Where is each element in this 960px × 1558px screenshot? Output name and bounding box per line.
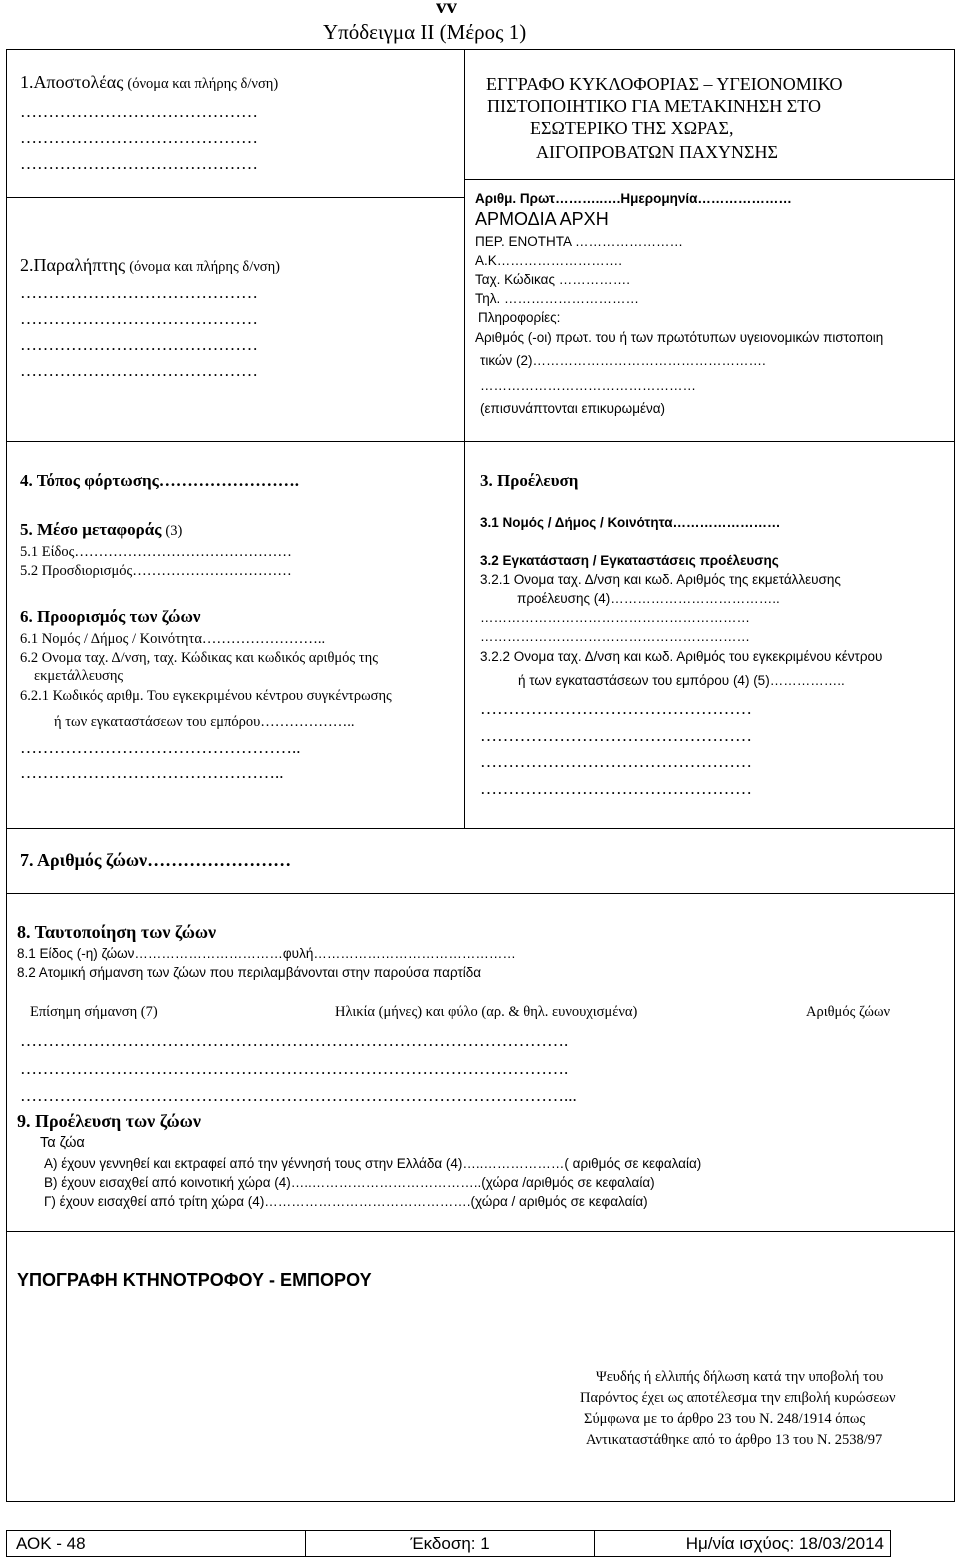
- origin-dots-5[interactable]: …………………………………………: [480, 752, 752, 771]
- animal-origin-label: 9. Προέλευση των ζώων: [17, 1111, 201, 1131]
- destination-name-label: 6.2 Ονομα ταχ. Δ/νση, ταχ. Κώδικας και κωδικός αριθμός της: [20, 650, 378, 666]
- origin-dots-3[interactable]: …………………………………………: [480, 699, 752, 718]
- recipient-line-3[interactable]: ……………………………………: [20, 335, 258, 354]
- origin-name-label: 3.2.1 Ονομα ταχ. Δ/νση και κωδ. Αριθμός της εκμετάλλευσης: [480, 572, 841, 587]
- sender-divider: [6, 197, 464, 198]
- doc-title-line-1: ΕΓΓΡΑΦΟ ΚΥΚΛΟΦΟΡΙΑΣ – ΥΓΕΙΟΝΟΜΙΚΟ: [486, 74, 843, 94]
- footer-edition-cell: [306, 1531, 596, 1556]
- frame-left: [6, 49, 7, 1502]
- section-divider-4: [6, 1231, 955, 1232]
- transport-note: (3): [165, 523, 183, 539]
- destination-label: 6. Προορισμός των ζώων: [20, 607, 201, 626]
- col-animal-count: Αριθμός ζώων: [806, 1004, 891, 1020]
- frame-right: [954, 49, 955, 1502]
- section-divider-3: [6, 893, 955, 894]
- frame-bottom: [6, 1501, 955, 1502]
- frame-top: [6, 49, 955, 50]
- cert-number-label: Αριθμός (-οι) πρωτ. του ή των πρωτότυπων υγειονομικών πιστοποιη: [475, 330, 884, 345]
- origin-dots-4[interactable]: …………………………………………: [480, 726, 752, 745]
- recipient-block: [20, 255, 280, 276]
- origin-facility-label: 3.2 Εγκατάσταση / Εγκαταστάσεις προέλευσης: [480, 553, 779, 568]
- sender-line-1[interactable]: ……………………………………: [20, 102, 258, 121]
- origin-center-label: 3.2.2 Ονομα ταχ. Δ/νση και κωδ. Αριθμός του εγκεκριμένου κέντρου: [480, 649, 883, 664]
- destination-dots-2[interactable]: ………………………………………..: [20, 763, 284, 782]
- transport-id-field[interactable]: 5.2 Προσδιορισμός……………………………: [20, 563, 292, 579]
- transport-type-field[interactable]: 5.1 Είδος………………………………………: [20, 544, 292, 560]
- origin-name-field[interactable]: προέλευσης (4)………………………………..: [517, 591, 780, 606]
- origin-dots-2[interactable]: ……………………………………………………: [480, 629, 750, 644]
- attached-note: (επισυνάπτονται επικυρωμένα): [480, 401, 666, 416]
- identification-label: 8. Ταυτοποίηση των ζώων: [17, 922, 217, 942]
- protocol-date-field[interactable]: Αριθμ. Πρωτ………..….Ημερομηνία…………………: [475, 191, 792, 206]
- middle-divider: [464, 49, 465, 829]
- footer-date-cell: [595, 1531, 890, 1556]
- col-age-sex: Ηλικία (μήνες) και φύλο (αρ. & θηλ. ευνουχισμένα): [335, 1004, 638, 1020]
- col-official-marking: Επίσημη σήμανση (7): [30, 1004, 158, 1020]
- section-divider-1: [6, 441, 955, 442]
- warning-line-3: Σύμφωνα με το άρθρο 23 του Ν. 248/1914 όπως: [584, 1411, 866, 1427]
- marking-dots-3[interactable]: ……………………………………………………………………………………...: [20, 1086, 577, 1105]
- animal-origin-option-c[interactable]: Γ) έχουν εισαχθεί από τρίτη χώρα (4)……………………………………….(χώρα / αριθμός σε κεφαλαία): [44, 1194, 648, 1209]
- loading-place-field[interactable]: 4. Τόπος φόρτωσης…………………….: [20, 471, 300, 490]
- footer-date: Ημ/νία ισχύος: 18/03/2014: [685, 1533, 885, 1553]
- phone-field[interactable]: Τηλ. …………………………: [475, 291, 640, 306]
- warning-line-4: Αντικαταστάθηκε από το άρθρο 13 του Ν. 2538/97: [586, 1432, 883, 1448]
- origin-region-field[interactable]: 3.1 Νομός / Δήμος / Κοινότητα……………………: [480, 515, 781, 530]
- recipient-label: 2.Παραλήπτης: [20, 255, 126, 275]
- form-code: vv: [436, 0, 457, 18]
- signature-label: ΥΠΟΓΡΑΦΗ ΚΤΗΝΟΤΡΟΦΟΥ - ΕΜΠΟΡΟΥ: [17, 1270, 372, 1290]
- sender-line-3[interactable]: ……………………………………: [20, 154, 258, 173]
- sender-hint: (όνομα και πλήρης δ/νση): [127, 76, 279, 92]
- origin-center-field[interactable]: ή των εγκαταστάσεων του εμπόρου (4) (5)……………..: [518, 673, 845, 688]
- warning-line-1: Ψευδής ή ελλιπής δήλωση κατά την υποβολή του: [596, 1369, 884, 1385]
- origin-dots-1[interactable]: ……………………………………………………: [480, 610, 750, 625]
- postcode-field[interactable]: Ταχ. Κώδικας …………….: [475, 272, 630, 287]
- doc-title-line-2: ΠΙΣΤΟΠΟΙΗΤΙΚΟ ΓΙΑ ΜΕΤΑΚΙΝΗΣΗ ΣΤΟ: [487, 96, 821, 116]
- marking-dots-1[interactable]: …………………………………………………………………………………….: [20, 1031, 569, 1050]
- animal-origin-intro: Τα ζώα: [40, 1135, 85, 1151]
- origin-label: 3. Προέλευση: [480, 471, 579, 490]
- destination-region-field[interactable]: 6.1 Νομός / Δήμος / Κοινότητα……………………..: [20, 631, 326, 647]
- title-divider: [465, 179, 954, 180]
- section-divider-2: [6, 828, 955, 829]
- destination-code-label: 6.2.1 Κωδικός αριθμ. Του εγκεκριμένου κέντρου συγκέντρωσης: [20, 688, 392, 704]
- recipient-hint: (όνομα και πλήρης δ/νση): [129, 259, 281, 275]
- cert-number-dots[interactable]: …………………………………………: [480, 378, 696, 393]
- recipient-line-4[interactable]: ……………………………………: [20, 361, 258, 380]
- doc-title-line-3: ΕΣΩΤΕΡΙΚΟ ΤΗΣ ΧΩΡΑΣ,: [530, 118, 734, 138]
- destination-code-field[interactable]: ή των εγκαταστάσεων του εμπόρου………………..: [54, 714, 355, 730]
- destination-dots-1[interactable]: …………………………………………..: [20, 738, 301, 757]
- recipient-line-2[interactable]: ……………………………………: [20, 309, 258, 328]
- footer-edition: Έκδοση: 1: [410, 1533, 490, 1553]
- transport-block: [20, 520, 182, 540]
- sender-line-2[interactable]: ……………………………………: [20, 128, 258, 147]
- doc-title-line-4: ΑΙΓΟΠΡΟΒΑΤΩΝ ΠΑΧΥΝΣΗΣ: [536, 142, 778, 162]
- species-breed-field[interactable]: 8.1 Είδος (-η) ζώων……………………………φυλή………………………………………: [17, 946, 516, 961]
- animal-origin-option-a[interactable]: Α) έχουν γεννηθεί και εκτραφεί από την γέννησή τους στην Ελλάδα (4)…..………………( αριθμός σε κεφαλαία): [44, 1156, 702, 1171]
- origin-dots-6[interactable]: …………………………………………: [480, 779, 752, 798]
- footer-code-cell: [7, 1531, 306, 1556]
- sender-block: [20, 72, 278, 93]
- animal-origin-option-b[interactable]: Β) έχουν εισαχθεί από κοινοτική χώρα (4)…..………………………………..(χώρα /αριθμός σε κεφαλαία): [44, 1175, 655, 1190]
- recipient-line-1[interactable]: ……………………………………: [20, 283, 258, 302]
- marking-label: 8.2 Ατομική σήμανση των ζώων που περιλαμβάνονται στην παρούσα παρτίδα: [17, 965, 482, 980]
- ak-field[interactable]: Α.Κ……………………….: [475, 253, 623, 268]
- info-label: Πληροφορίες:: [478, 310, 561, 325]
- animal-count-field[interactable]: 7. Αριθμός ζώων……………………: [20, 850, 292, 870]
- sender-label: 1.Αποστολέας: [20, 72, 124, 92]
- form-title: Υπόδειγμα ΙΙ (Μέρος 1): [323, 20, 527, 44]
- transport-label: 5. Μέσο μεταφοράς: [20, 520, 162, 539]
- marking-dots-2[interactable]: …………………………………………………………………………………….: [20, 1059, 569, 1078]
- cert-number-field[interactable]: τικών (2)…………………………………………….: [480, 353, 766, 368]
- destination-name-label-cont: εκμετάλλευσης: [34, 668, 124, 684]
- footer-code: ΑΟΚ - 48: [16, 1533, 86, 1553]
- warning-line-2: Παρόντος έχει ως αποτέλεσμα την επιβολή κυρώσεων: [580, 1390, 896, 1406]
- authority-heading: ΑΡΜΟΔΙΑ ΑΡΧΗ: [475, 209, 609, 229]
- region-unit-field[interactable]: ΠΕΡ. ΕΝΟΤΗΤΑ ……………………: [475, 234, 684, 249]
- footer-bar: [6, 1530, 891, 1557]
